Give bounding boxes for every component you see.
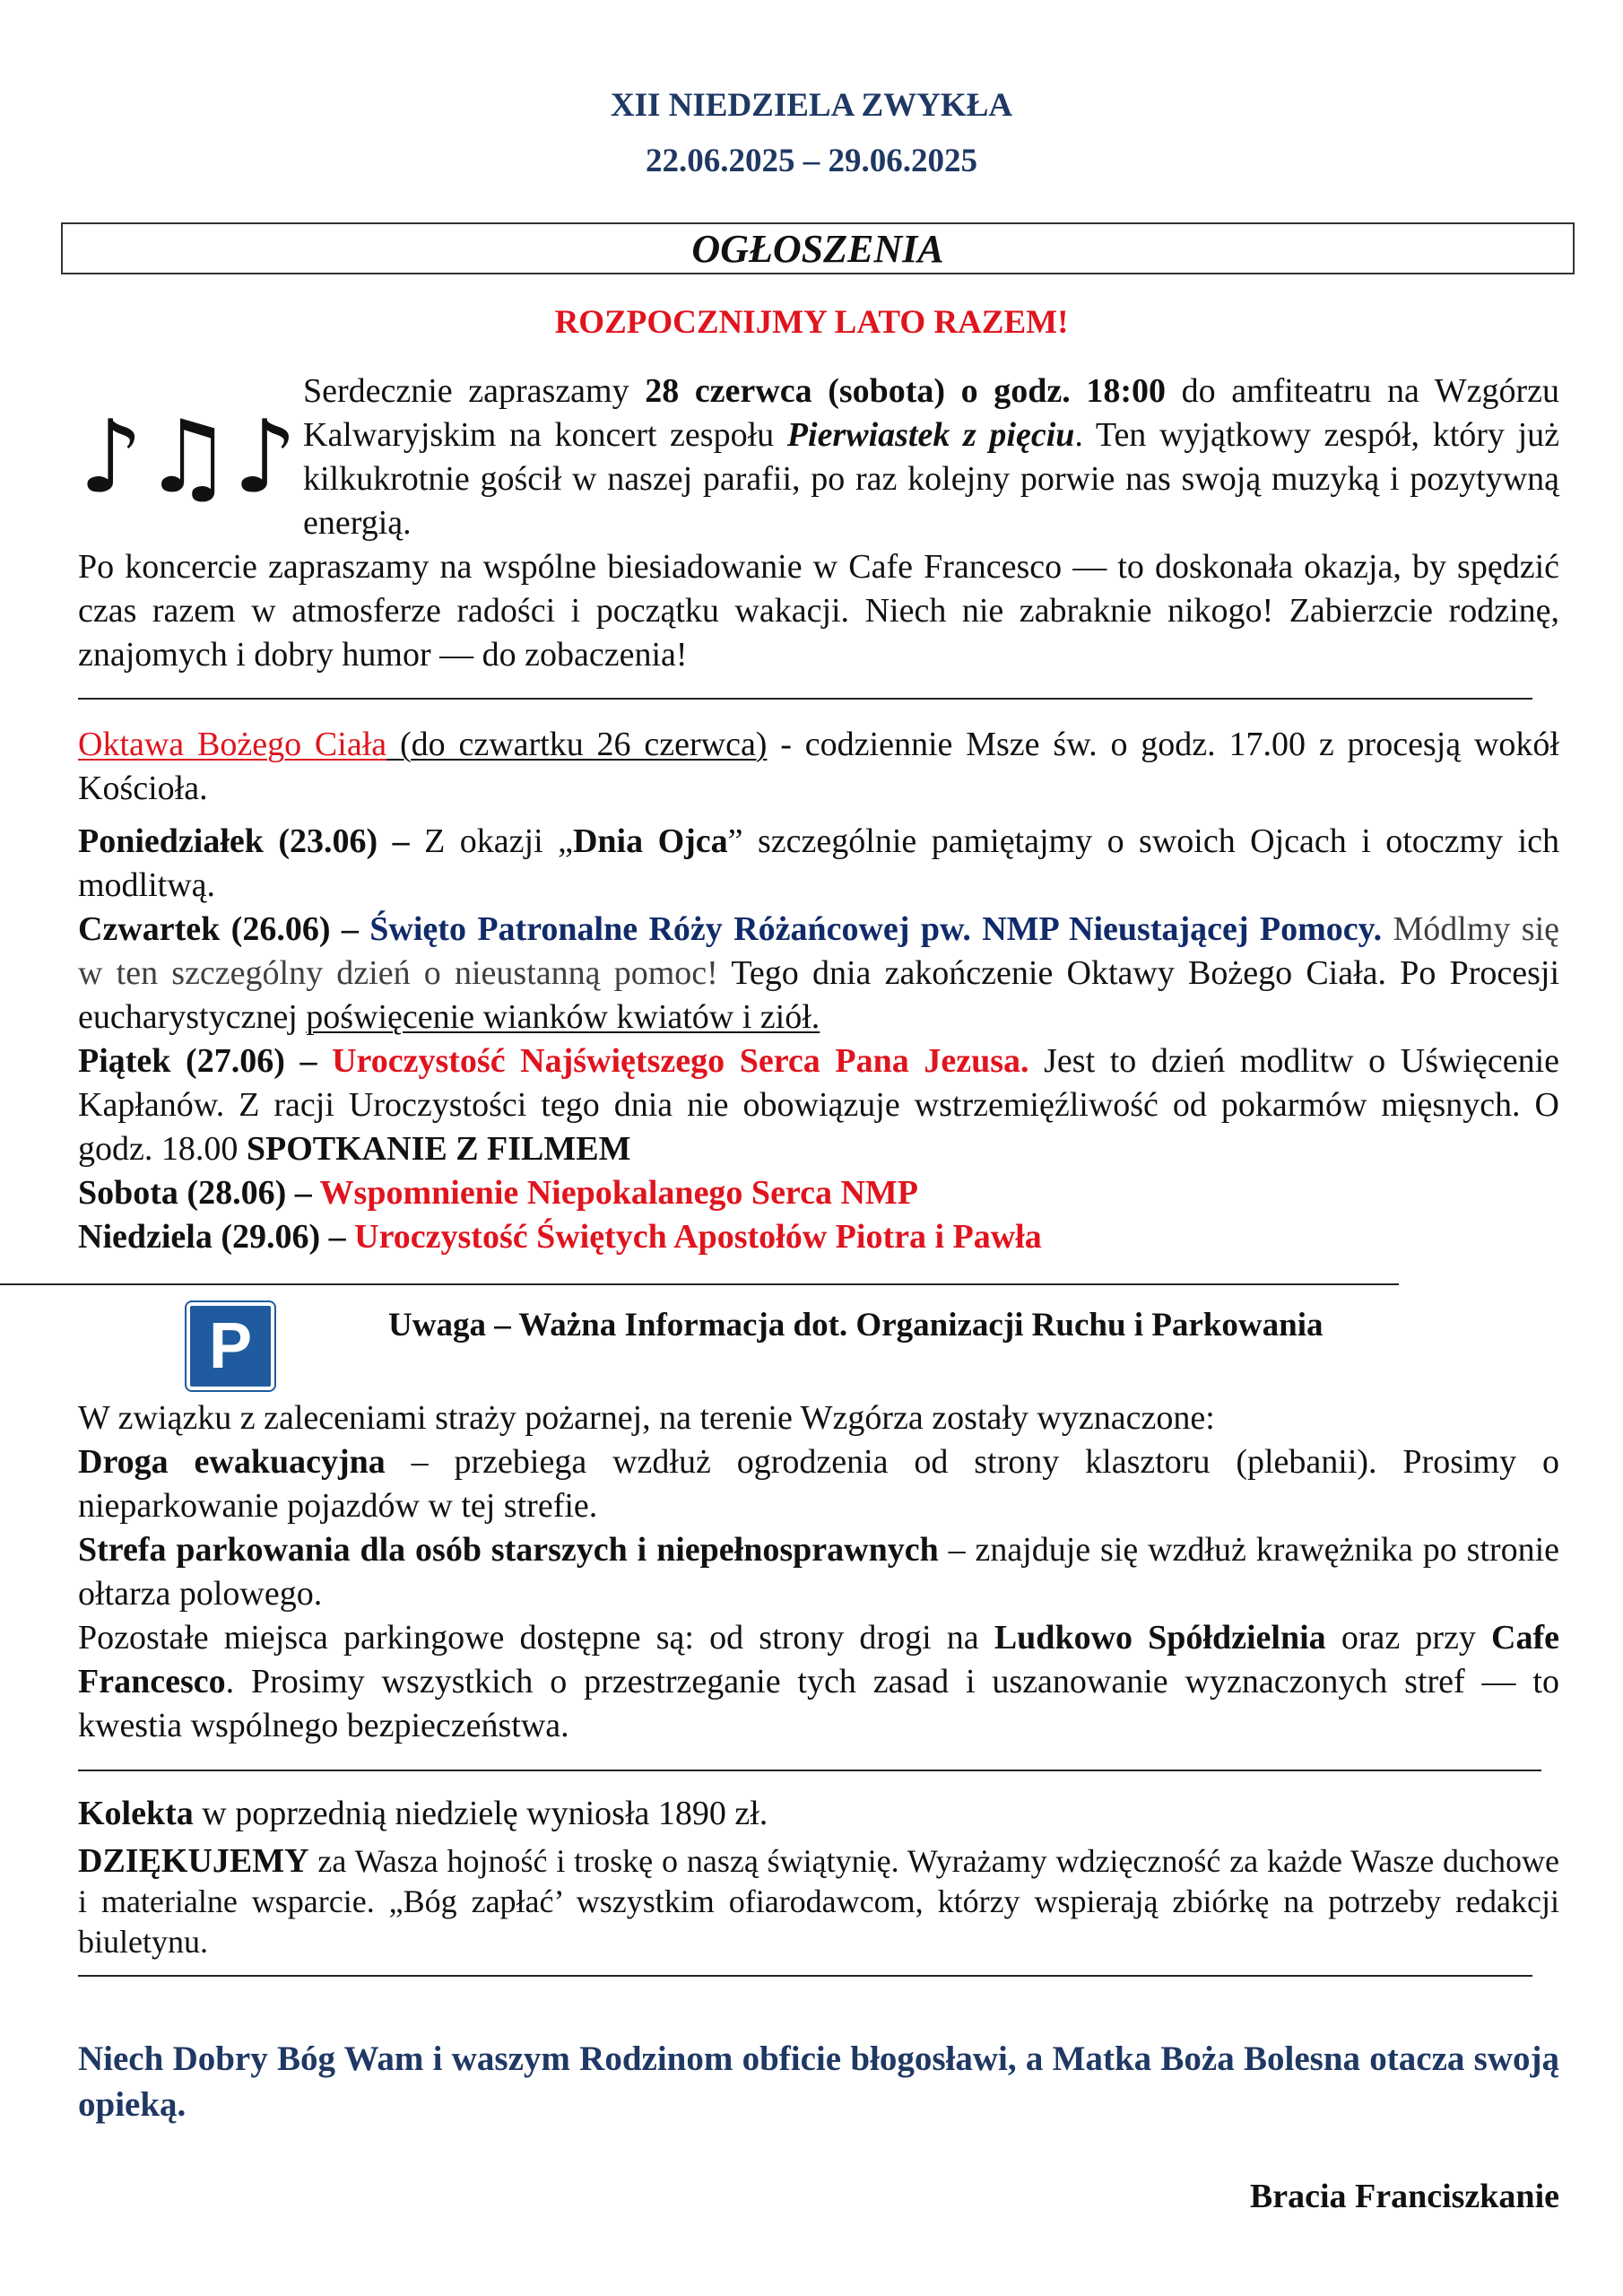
disabled-parking-zone: Strefa parkowania dla osób starszych i niepełnosprawnych – znajduje się wzdłuż krawężnika po stronie ołtarza polowego. [78,1531,1559,1613]
divider [78,1770,1541,1771]
divider [78,1975,1532,1977]
parking-info: W związku z zaleceniami straży pożarnej, na terenie Wzgórza zostały wyznaczone: Droga ewakuacyjna – przebiega wzdłuż ogrodzenia od strony klasztoru (plebanii). Prosimy o nieparkowanie pojazdów w tej strefie. Strefa parkowania dla osób starszych i niepełnosprawnych – znajduje się wzdłuż krawężnika po stronie ołtarza polowego. Pozostałe miejsca parkingowe dostępne są: od strony drogi na Ludkowo Spółdzielnia oraz przy Cafe Francesco. Prosimy wszystkich o przestrzeganie tych zasad i uszanowanie wyznaczonych stref — to kwestia wspólnego bezpieczeństwa. [78,1396,1559,1748]
cafe-paragraph: Po koncercie zapraszamy na wspólne biesiadowanie w Cafe Francesco — to doskonała okazja, by spędzić czas razem w atmosferze radości i początku wakacji. Niech nie zabraknie nikogo! Zabierzcie rodzinę, znajomych i dobry humor — do zobaczenia! [78,548,1559,674]
monday-item: Poniedziałek (23.06) – Z okazji „Dnia Ojca” szczególnie pamiętajmy o swoich Ojcach i otoczmy ich modlitwą. [78,822,1559,904]
music-notes-icon: ♪♫♪ [79,399,298,516]
announcements-heading: OGŁOSZENIA [61,222,1575,274]
week-schedule [78,723,1559,1259]
parking-sign-icon: P [187,1302,274,1390]
blessing: Niech Dobry Bóg Wam i waszym Rodzinom obficie błogosławi, a Matka Boża Bolesna otacza swoją opieką. [78,2039,1559,2124]
friday-item: Piątek (27.06) – Uroczystość Najświętszego Serca Pana Jezusa. Jest to dzień modlitw o Uświęcenie Kapłanów. Z racji Uroczystości tego dnia nie obowiązuje wstrzemięźliwość od pokarmów mięsnych. O godz. 18.00 SPOTKANIE Z FILMEM [78,1042,1560,1168]
divider [0,1283,1399,1285]
page-title: XII NIEDZIELA ZWYKŁA [610,87,1013,124]
thursday-item: Czwartek (26.06) – Święto Patronalne Róży Różańcowej pw. NMP Nieustającej Pomocy. Módlmy się w ten szczególny dzień o nieustanną pomoc! Tego dnia zakończenie Oktawy Bożego Ciała. Po Procesji eucharystycznej poświęcenie wianków kwiatów i ziół. [78,910,1560,1036]
oktawa-item: Oktawa Bożego Ciała (do czwartku 26 czerwca) - codziennie Msze św. o godz. 17.00 z procesją wokół Kościoła. [78,726,1559,807]
other-parking: Pozostałe miejsca parkingowe dostępne są: od strony drogi na Ludkowo Spółdzielnia oraz przy Cafe Francesco. Prosimy wszystkich o przestrzeganie tych zasad i uszanowanie wyznaczonych stref — to kwestia wspólnego bezpieczeństwa. [78,1619,1560,1744]
thanks-paragraph: DZIĘKUJEMY za Wasza hojność i troskę o naszą świątynię. Wyrażamy wdzięczność za każde Wasze duchowe i materialne wsparcie. „Bóg zapłać’ wszystkim ofiarodawcom, którzy wspierają zbiórkę na potrzeby redakcji biuletynu. [78,1842,1559,1960]
collection-info: Kolekta w poprzednią niedzielę wyniosła 1890 zł. DZIĘKUJEMY za Wasza hojność i troskę o naszą świątynię. Wyrażamy wdzięczność za każde Wasze duchowe i materialne wsparcie. „Bóg zapłać’ wszystkim ofiarodawcom, którzy wspierają zbiórkę na potrzeby redakcji biuletynu. [78,1792,1559,1962]
signature: Bracia Franciszkanie [1249,2178,1559,2215]
saturday-item: Sobota (28.06) – Wspomnienie Niepokalanego Serca NMP [78,1174,918,1212]
divider [78,698,1532,700]
sunday-item: Niedziela (29.06) – Uroczystość Świętych Apostołów Piotra i Pawła [78,1218,1042,1256]
summer-heading: ROZPOCZNIJMY LATO RAZEM! [554,304,1069,341]
evacuation-route: Droga ewakuacyjna – przebiega wzdłuż ogrodzenia od strony klasztoru (plebanii). Prosimy o nieparkowanie pojazdów w tej strefie. [78,1443,1560,1525]
parking-heading: Uwaga – Ważna Informacja dot. Organizacji Ruchu i Parkowania [388,1307,1324,1344]
date-range: 22.06.2025 – 29.06.2025 [646,143,977,179]
concert-paragraph: Serdecznie zapraszamy 28 czerwca (sobota) o godz. 18:00 do amfiteatru na Wzgórzu Kalwaryjskim na koncert zespołu Pierwiastek z pięciu. Ten wyjątkowy zespół, który już kilkukrotnie gościł w naszej parafii, po raz kolejny porwie nas swoją muzyką i pozytywną energią. [303,372,1560,542]
